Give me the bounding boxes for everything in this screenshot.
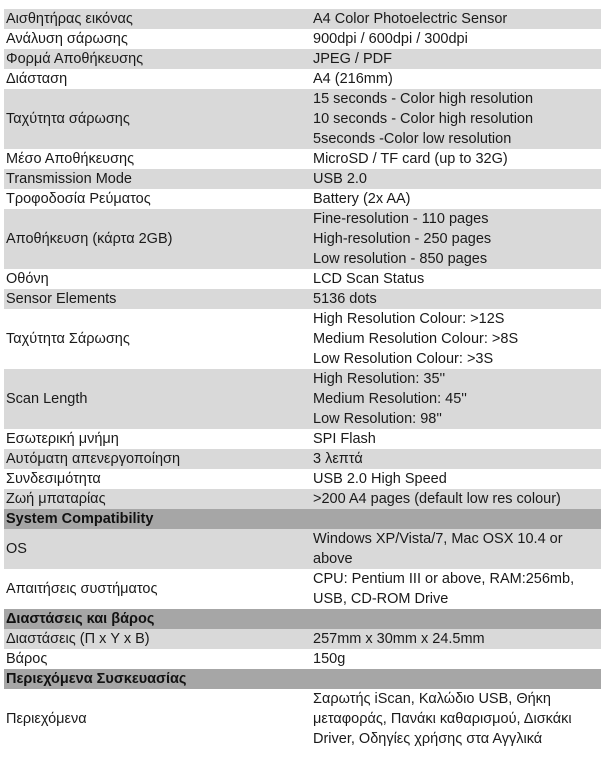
spec-value xyxy=(310,529,601,569)
spec-value-line: 150g xyxy=(313,651,346,667)
spec-value xyxy=(310,629,601,649)
spec-value-line: SPI Flash xyxy=(313,431,376,447)
spec-value xyxy=(310,89,601,149)
spec-value-line: MicroSD / TF card (up to 32G) xyxy=(313,151,508,167)
spec-label: Ταχύτητα σάρωσης xyxy=(4,89,310,149)
section-title: Διαστάσεις και βάρος xyxy=(4,609,310,629)
spec-value xyxy=(310,269,601,289)
spec-value xyxy=(310,569,601,609)
spec-value xyxy=(310,189,601,209)
spec-label: Ζωή μπαταρίας xyxy=(4,489,310,509)
spec-label: Scan Length xyxy=(4,369,310,429)
spec-label: Transmission Mode xyxy=(4,169,310,189)
spec-row xyxy=(4,489,601,509)
spec-value-line: above xyxy=(313,551,353,567)
spec-value-line: Medium Resolution: 45'' xyxy=(313,391,467,407)
spec-row xyxy=(4,29,601,49)
section-spacer xyxy=(310,609,601,629)
spec-value xyxy=(310,49,601,69)
spec-value xyxy=(310,449,601,469)
spec-label: Βάρος xyxy=(4,649,310,669)
spec-row xyxy=(4,69,601,89)
spec-row xyxy=(4,9,601,29)
spec-row xyxy=(4,269,601,289)
spec-value-line: USB, CD-ROM Drive xyxy=(313,591,449,607)
spec-label: Συνδεσιμότητα xyxy=(4,469,310,489)
section-spacer xyxy=(310,669,601,689)
spec-value-line: Battery (2x AA) xyxy=(313,191,411,207)
spec-value-line: 15 seconds - Color high resolution xyxy=(313,91,534,107)
spec-value xyxy=(310,309,601,369)
spec-value-line: Windows XP/Vista/7, Mac OSX 10.4 or xyxy=(313,531,563,547)
spec-row xyxy=(4,629,601,649)
spec-value-line: 257mm x 30mm x 24.5mm xyxy=(313,631,485,647)
spec-value xyxy=(310,649,601,669)
spec-value-line: JPEG / PDF xyxy=(313,51,392,67)
spec-label: Ταχύτητα Σάρωσης xyxy=(4,309,310,369)
spec-value-line: Fine-resolution - 110 pages xyxy=(313,211,489,227)
spec-value-line: 5seconds -Color low resolution xyxy=(313,131,512,147)
spec-value-line: CPU: Pentium III or above, RAM:256mb, xyxy=(313,571,575,587)
spec-label: Τροφοδοσία Ρεύματος xyxy=(4,189,310,209)
spec-label: Ανάλυση σάρωσης xyxy=(4,29,310,49)
spec-value-line: Σαρωτής iScan, Καλώδιο USB, Θήκη xyxy=(313,691,551,707)
spec-row xyxy=(4,189,601,209)
spec-row xyxy=(4,429,601,449)
spec-table-body xyxy=(4,9,601,749)
spec-label: Περιεχόμενα xyxy=(4,689,310,749)
spec-value-line: A4 Color Photoelectric Sensor xyxy=(313,11,508,27)
spec-label: Αισθητήρας εικόνας xyxy=(4,9,310,29)
spec-label: Αυτόματη απενεργοποίηση xyxy=(4,449,310,469)
spec-table xyxy=(4,9,601,749)
section-header-row xyxy=(4,509,601,529)
spec-value-line: Driver, Οδηγίες χρήσης στα Αγγλικά xyxy=(313,731,543,747)
spec-row xyxy=(4,49,601,69)
section-title: Περιεχόμενα Συσκευασίας xyxy=(4,669,310,689)
spec-row xyxy=(4,89,601,149)
spec-row xyxy=(4,469,601,489)
spec-row xyxy=(4,449,601,469)
section-title: System Compatibility xyxy=(4,509,310,529)
spec-value-line: USB 2.0 High Speed xyxy=(313,471,447,487)
spec-label: Sensor Elements xyxy=(4,289,310,309)
spec-value-line: μεταφοράς, Πανάκι καθαρισμού, Δισκάκι xyxy=(313,711,572,727)
spec-label: Οθόνη xyxy=(4,269,310,289)
spec-value xyxy=(310,489,601,509)
spec-row xyxy=(4,649,601,669)
spec-value-line: 3 λεπτά xyxy=(313,451,363,467)
spec-value-line: A4 (216mm) xyxy=(313,71,393,87)
spec-label: Αποθήκευση (κάρτα 2GB) xyxy=(4,209,310,269)
spec-label: Διαστάσεις (Π x Υ x Β) xyxy=(4,629,310,649)
spec-value-line: LCD Scan Status xyxy=(313,271,425,287)
section-spacer xyxy=(310,509,601,529)
spec-value-line: High Resolution Colour: >12S xyxy=(313,311,505,327)
spec-row xyxy=(4,369,601,429)
spec-value-line: 900dpi / 600dpi / 300dpi xyxy=(313,31,468,47)
spec-value-line: 5136 dots xyxy=(313,291,377,307)
spec-value xyxy=(310,29,601,49)
spec-value xyxy=(310,369,601,429)
spec-value xyxy=(310,149,601,169)
spec-label: Φορμά Αποθήκευσης xyxy=(4,49,310,69)
spec-value-line: >200 A4 pages (default low res colour) xyxy=(313,491,561,507)
section-header-row xyxy=(4,669,601,689)
section-header-row xyxy=(4,609,601,629)
spec-value xyxy=(310,69,601,89)
spec-value xyxy=(310,169,601,189)
spec-row xyxy=(4,569,601,609)
spec-value-line: High Resolution: 35'' xyxy=(313,371,446,387)
spec-value xyxy=(310,689,601,749)
spec-value-line: 10 seconds - Color high resolution xyxy=(313,111,534,127)
spec-value xyxy=(310,469,601,489)
spec-value xyxy=(310,9,601,29)
spec-row xyxy=(4,289,601,309)
spec-row xyxy=(4,689,601,749)
spec-value xyxy=(310,209,601,269)
spec-row xyxy=(4,209,601,269)
spec-label: Εσωτερική μνήμη xyxy=(4,429,310,449)
spec-row xyxy=(4,169,601,189)
spec-label: Απαιτήσεις συστήματος xyxy=(4,569,310,609)
spec-label: OS xyxy=(4,529,310,569)
spec-value-line: Low Resolution: 98'' xyxy=(313,411,442,427)
spec-value-line: USB 2.0 xyxy=(313,171,367,187)
spec-row xyxy=(4,309,601,369)
spec-value xyxy=(310,289,601,309)
spec-value-line: Low Resolution Colour: >3S xyxy=(313,351,494,367)
spec-value-line: Low resolution - 850 pages xyxy=(313,251,488,267)
spec-label: Μέσο Αποθήκευσης xyxy=(4,149,310,169)
spec-row xyxy=(4,529,601,569)
spec-value xyxy=(310,429,601,449)
spec-label: Διάσταση xyxy=(4,69,310,89)
spec-value-line: High-resolution - 250 pages xyxy=(313,231,492,247)
spec-value-line: Medium Resolution Colour: >8S xyxy=(313,331,519,347)
spec-row xyxy=(4,149,601,169)
